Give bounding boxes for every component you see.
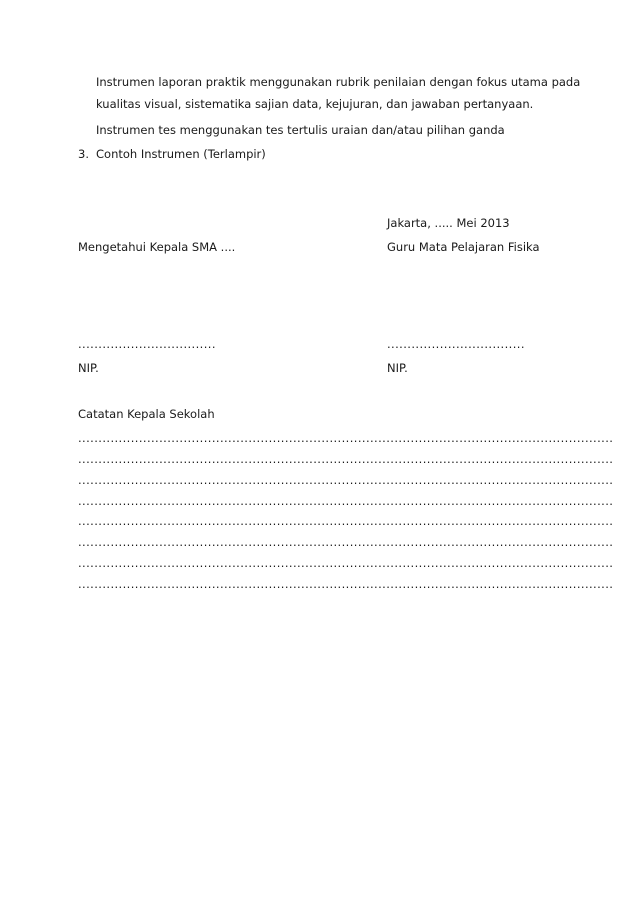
notes-dotted-line: .................................................................................................................................... (78, 577, 614, 591)
teacher-title: Guru Mata Pelajaran Fisika (387, 240, 540, 254)
notes-dotted-line: .................................................................................................................................... (78, 494, 614, 508)
notes-dotted-line: .................................................................................................................................... (78, 431, 614, 445)
section-title: Contoh Instrumen (Terlampir) (96, 147, 266, 161)
notes-dotted-line: .................................................................................................................................... (78, 556, 614, 570)
teacher-nip: NIP. (387, 361, 408, 375)
instrument-test-text: Instrumen tes menggunakan tes tertulis uraian dan/atau pilihan ganda (96, 123, 505, 137)
section-number: 3. (78, 147, 89, 161)
notes-dotted-line: .................................................................................................................................... (78, 452, 614, 466)
notes-dotted-line: .................................................................................................................................... (78, 514, 614, 528)
teacher-signature-blank: .................................. (387, 337, 525, 351)
notes-title: Catatan Kepala Sekolah (78, 407, 215, 421)
principal-nip: NIP. (78, 361, 99, 375)
instrument-report-line-2: kualitas visual, sistematika sajian data, kejujuran, dan jawaban pertanyaan. (96, 97, 534, 111)
instrument-report-line-1: Instrumen laporan praktik menggunakan rubrik penilaian dengan fokus utama pada (96, 75, 581, 89)
place-date: Jakarta, ..... Mei 2013 (387, 216, 510, 230)
principal-signature-blank: .................................. (78, 337, 216, 351)
notes-dotted-line: .................................................................................................................................... (78, 535, 614, 549)
principal-title: Mengetahui Kepala SMA .... (78, 240, 236, 254)
notes-dotted-line: .................................................................................................................................... (78, 473, 614, 487)
